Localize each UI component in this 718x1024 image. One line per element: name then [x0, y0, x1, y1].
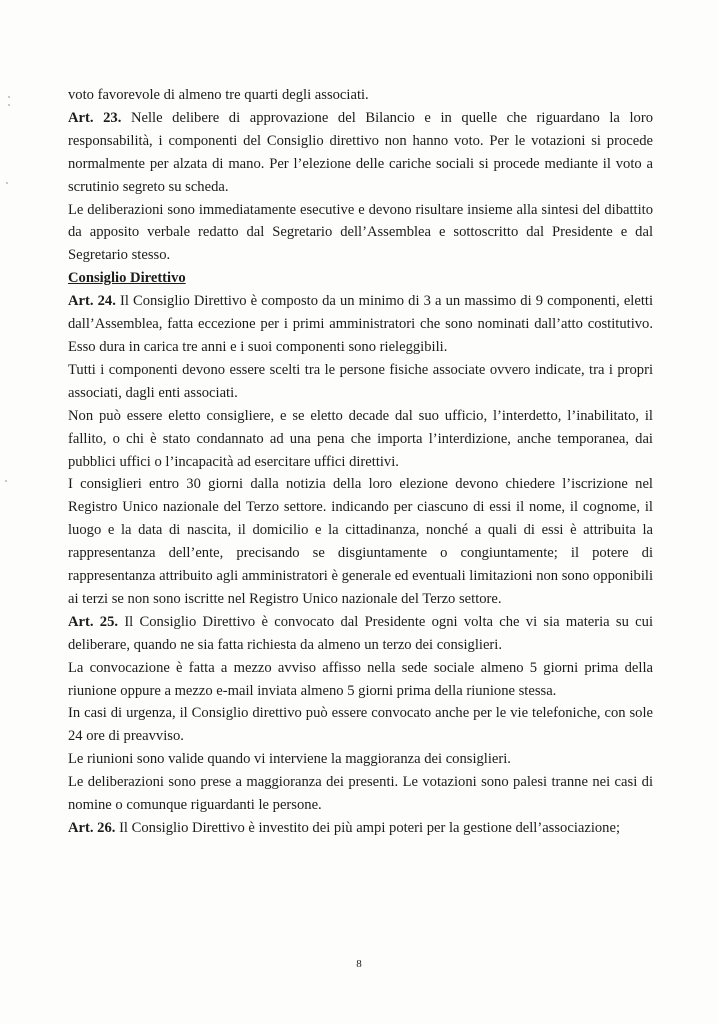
paragraph: In casi di urgenza, il Consiglio direttivo può essere convocato anche per le vie telefoniche, con sole 24 ore di preavviso.	[68, 705, 653, 745]
article-label: Art. 26.	[68, 820, 116, 836]
page-number: 8	[356, 958, 362, 970]
paragraph: Tutti i componenti devono essere scelti tra le persone fisiche associate ovvero indicate, tra i propri associati, dagli enti associati.	[68, 361, 653, 401]
scan-speck	[5, 480, 7, 482]
paragraph: Le deliberazioni sono prese a maggioranza dei presenti. Le votazioni sono palesi tranne nei casi di nomine o comunque riguardanti le persone.	[68, 774, 653, 814]
paragraph: Non può essere eletto consigliere, e se eletto decade dal suo ufficio, l’interdetto, l’inabilitato, il fallito, o chi è stato condannato ad una pena che importa l’interdizione, anche temporanea, dai pubblici uffici o l’incapacità ad esercitare uffici direttivi.	[68, 407, 653, 470]
paragraph: La convocazione è fatta a mezzo avviso affisso nella sede sociale almeno 5 giorni prima della riunione oppure a mezzo e-mail inviata almeno 5 giorni prima della riunione stessa.	[68, 659, 653, 699]
article-label: Art. 24.	[68, 293, 116, 310]
article-label: Art. 23.	[68, 109, 122, 126]
article-label: Art. 25.	[68, 613, 119, 630]
paragraph: voto favorevole di almeno tre quarti degli associati.	[68, 87, 369, 103]
paragraph: Le deliberazioni sono immediatamente esecutive e devono risultare insieme alla sintesi del dibattito da apposito verbale redatto dal Segretario dell’Assemblea e sottoscritto dal Presidente e dal Segretario stesso.	[68, 201, 653, 264]
scan-speck	[8, 96, 10, 98]
scan-speck	[6, 182, 8, 184]
article-26: Art. 26. Il Consiglio Direttivo è investito dei più ampi poteri per la gestione dell’associazione;	[68, 820, 621, 836]
document-body	[68, 84, 653, 840]
article-23: Art. 23. Nelle delibere di approvazione del Bilancio e in quelle che riguardano la loro responsabilità, i componenti del Consiglio direttivo non hanno voto. Per le votazioni si procede normalmente per alzata di mano. Per l’elezione delle cariche sociali si procede mediante il voto a scrutinio segreto su scheda.	[68, 109, 653, 195]
section-heading: Consiglio Direttivo	[68, 270, 186, 287]
scan-speck	[8, 104, 10, 106]
article-25: Art. 25. Il Consiglio Direttivo è convocato dal Presidente ogni volta che vi sia materia su cui deliberare, quando ne sia fatta richiesta da almeno un terzo dei consiglieri.	[68, 613, 653, 653]
article-24: Art. 24. Il Consiglio Direttivo è composto da un minimo di 3 a un massimo di 9 componenti, eletti dall’Assemblea, fatta eccezione per i primi amministratori che sono nominati dall’atto costitutivo. Esso dura in carica tre anni e i suoi componenti sono rieleggibili.	[68, 293, 653, 355]
paragraph: I consiglieri entro 30 giorni dalla notizia della loro elezione devono chiedere l’iscrizione nel Registro Unico nazionale del Terzo settore. indicando per ciascuno di essi il nome, il cognome, il luogo e la data di nascita, il domicilio e la cittadinanza, nonché a quali di essi è attribuita la rappresentanza dell’ente, precisando se disgiuntamente o congiuntamente; il potere di rappresentanza attribuito agli amministratori è generale ed eventuali limitazioni non sono opponibili ai terzi se non sono iscritte nel Registro Unico nazionale del Terzo settore.	[68, 476, 653, 607]
paragraph: Le riunioni sono valide quando vi interviene la maggioranza dei consiglieri.	[68, 751, 511, 768]
